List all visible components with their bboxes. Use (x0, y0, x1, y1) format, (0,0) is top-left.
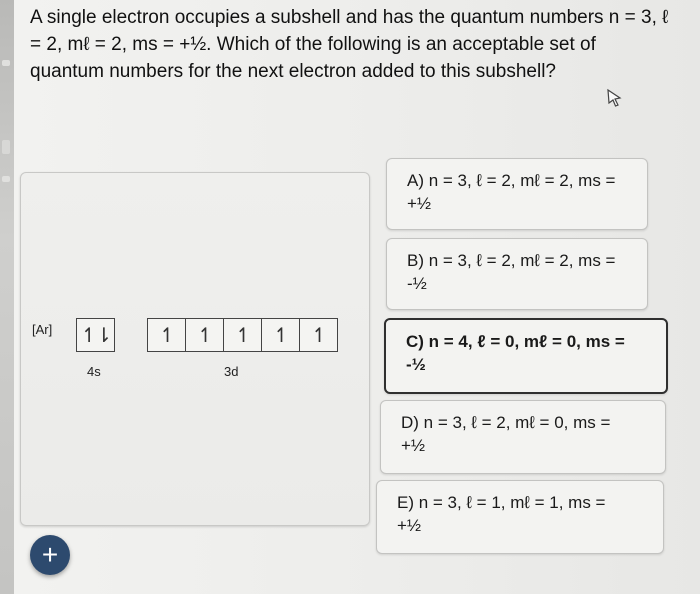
edge-mark (2, 60, 10, 66)
option-c-line2: -½ (406, 355, 426, 374)
core-config-label: [Ar] (32, 322, 53, 337)
orbital-box: ↿⇂ (80, 323, 111, 347)
subshell-label-4s: 4s (87, 364, 101, 379)
answer-option-d[interactable] (380, 400, 666, 474)
option-c-line1: C) n = 4, ℓ = 0, mℓ = 0, ms = (406, 332, 625, 351)
left-window-edge (0, 0, 14, 594)
edge-mark (2, 176, 10, 182)
answer-option-c[interactable] (384, 318, 668, 394)
orbital-4s-box[interactable] (76, 318, 115, 352)
orbital-box: ↿ (262, 319, 300, 351)
orbital-box: ↿ (186, 319, 224, 351)
answer-option-a[interactable] (386, 158, 648, 230)
option-b-line2: -½ (407, 274, 427, 293)
edge-mark (2, 140, 10, 154)
option-d-line2: +½ (401, 436, 426, 455)
mouse-pointer-icon (606, 88, 624, 108)
answer-option-b[interactable] (386, 238, 648, 310)
question-text: A single electron occupies a subshell and has the quantum numbers n = 3, ℓ = 2, mℓ = 2, ms = +½. Which of the following is an acceptable set of quantum numbers for the next electron added to this subshell? (30, 7, 669, 82)
option-e-line2: +½ (397, 516, 422, 535)
option-a-line1: A) n = 3, ℓ = 2, mℓ = 2, ms = (407, 171, 616, 190)
add-button[interactable]: + (30, 535, 70, 575)
option-e-line1: E) n = 3, ℓ = 1, mℓ = 1, ms = (397, 493, 606, 512)
orbital-box: ↿ (148, 319, 186, 351)
orbital-box: ↿ (224, 319, 262, 351)
orbital-3d-boxes[interactable] (147, 318, 338, 352)
answer-option-e[interactable] (376, 480, 664, 554)
orbital-box: ↿ (311, 323, 326, 347)
subshell-label-3d: 3d (224, 364, 239, 379)
option-d-line1: D) n = 3, ℓ = 2, mℓ = 0, ms = (401, 413, 611, 432)
option-b-line1: B) n = 3, ℓ = 2, mℓ = 2, ms = (407, 251, 616, 270)
option-a-line2: +½ (407, 194, 432, 213)
